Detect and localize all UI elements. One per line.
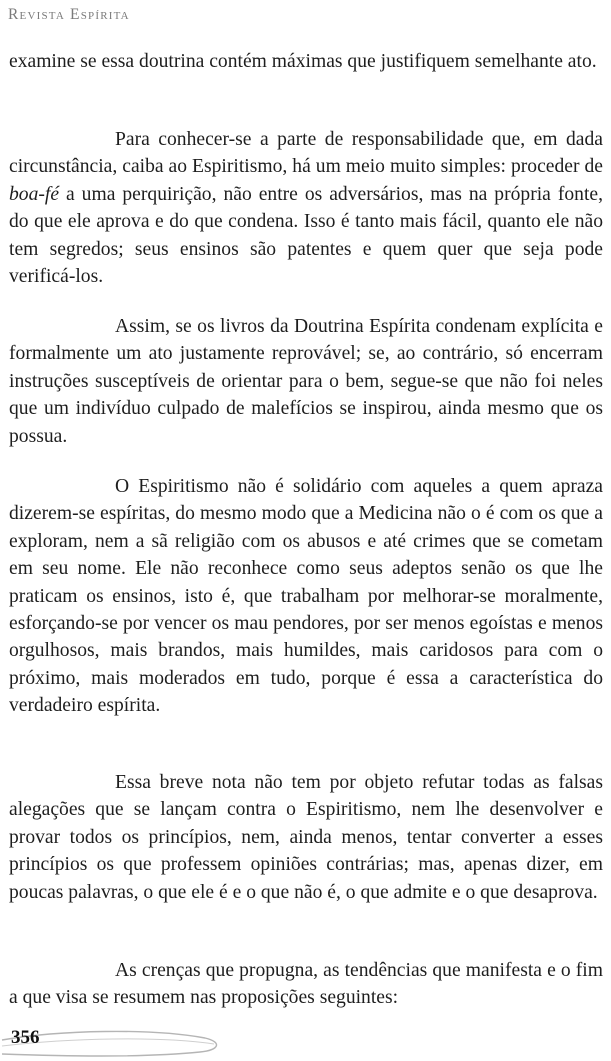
paragraph: O Espiritismo não é solidário com aqueles a quem apraza dizerem-se espíritas, do mesmo modo que a Medicina não o é com os que a exploram, nem a sã religião com os abusos e até crimes que se cometam em seu nome. Ele não reconhece como seus adeptos senão os que lhe praticam os ensinos, isto é, que trabalham por melhorar-se moralmente, esforçando-se por vencer os mau pendores, por ser menos egoístas e menos orgulhosos, mais brandos, mais humildes, mais caridosos para com o próximo, mais moderados em tudo, porque é essa a característica do verdadeiro espírita.: [9, 476, 603, 717]
page-number: 356: [11, 1027, 40, 1048]
paragraph-text: Para conhecer-se a parte de responsabilidade que, em dada circunstância, caiba ao Espiritismo, há um meio muito simples: proceder de: [9, 129, 603, 178]
paragraph: [9, 126, 603, 290]
running-header: Revista Espírita: [8, 6, 130, 23]
paragraph: As crenças que propugna, as tendências que manifesta e o fim a que visa se resumem nas proposições seguintes:: [9, 960, 603, 1009]
paragraph: Assim, se os livros da Doutrina Espírita condenam explícita e formalmente um ato justamente reprovável; se, ao contrário, só encerram instruções susceptíveis de orientar para o bem, segue-se que não foi neles que um indivíduo culpado de malefícios se inspirou, ainda mesmo que os possua.: [9, 316, 603, 447]
paragraph: Essa breve nota não tem por objeto refutar todas as falsas alegações que se lançam contra o Espiritismo, nem lhe desenvolver e provar todos os princípios, nem, ainda menos, tentar converter a esses princípios os que professem opiniões contrárias; mas, apenas dizer, em poucas palavras, o que ele é e o que não é, o que admite e o que desaprova.: [9, 772, 603, 903]
paragraph-text: a uma perquirição, não entre os adversários, mas na própria fonte, do que ele aprova e do que condena. Isso é tanto mais fácil, quanto ele não tem segredos; seus ensinos são patentes e quem quer que seja pode verificá-los.: [9, 183, 603, 288]
emphasis-text: boa-fé: [9, 183, 60, 205]
paragraph-continuation: examine se essa doutrina contém máximas que justifiquem semelhante ato.: [9, 51, 597, 72]
